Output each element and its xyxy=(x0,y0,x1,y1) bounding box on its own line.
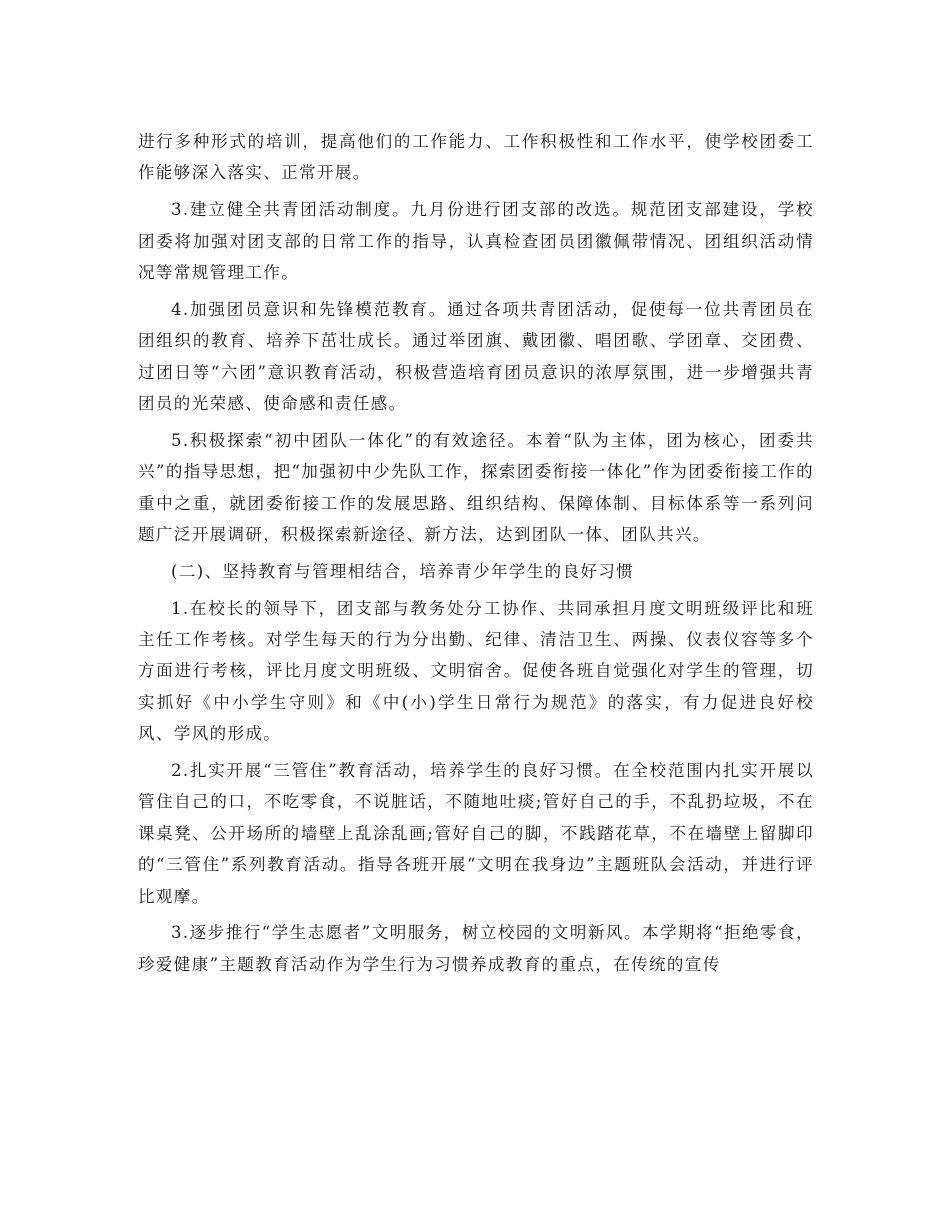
paragraph: 3.建立健全共青团活动制度。九月份进行团支部的改选。规范团支部建设，学校团委将加强对团支部的日常工作的指导，认真检查团员团徽佩带情况、团组织活动情况等常规管理工作。 xyxy=(138,200,814,283)
paragraph: 1.在校长的领导下，团支部与教务处分工协作、共同承担月度文明班级评比和班主任工作考核。对学生每天的行为分出勤、纪律、清洁卫生、两操、仪表仪容等多个方面进行考核，评比月度文明班级、文明宿舍。促使各班自觉强化对学生的管理，切实抓好《中小学生守则》和《中(小)学生日常行为规范》的落实，有力促进良好校风、学风的形成。 xyxy=(138,598,814,744)
paragraph: 进行多种形式的培训，提高他们的工作能力、工作积极性和工作水平，使学校团委工作能够深入落实、正常开展。 xyxy=(138,132,814,183)
paragraph: 5.积极探索“初中团队一体化”的有效途径。本着“队为主体，团为核心，团委共兴”的指导思想，把“加强初中少先队工作，探索团委衔接一体化”作为团委衔接工作的重中之重，就团委衔接工作的发展思路、组织结构、保障体制、目标体系等一系列问题广泛开展调研，积极探索新途径、新方法，达到团队一体、团队共兴。 xyxy=(138,430,814,545)
section-heading: (二)、坚持教育与管理相结合，培养青少年学生的良好习惯 xyxy=(171,561,635,581)
paragraph: 2.扎实开展“三管住”教育活动，培养学生的良好习惯。在全校范围内扎实开展以管住自己的口，不吃零食，不说脏话，不随地吐痰;管好自己的手，不乱扔垃圾，不在课桌凳、公开场所的墙壁上乱涂乱画;管好自己的脚，不践踏花草，不在墙壁上留脚印的“三管住”系列教育活动。指导各班开展“文明在我身边”主题班队会活动，并进行评比观摩。 xyxy=(138,761,814,906)
paragraph: 4.加强团员意识和先锋模范教育。通过各项共青团活动，促使每一位共青团员在团组织的教育、培养下茁壮成长。通过举团旗、戴团徽、唱团歌、学团章、交团费、过团日等“六团”意识教育活动，积极营造培育团员意识的浓厚氛围，进一步增强共青团员的光荣感、使命感和责任感。 xyxy=(138,299,814,414)
paragraph: 3.逐步推行“学生志愿者”文明服务，树立校园的文明新风。本学期将“拒绝零食，珍爱健康”主题教育活动作为学生行为习惯养成教育的重点，在传统的宣传 xyxy=(138,923,814,974)
document-body xyxy=(138,126,814,986)
